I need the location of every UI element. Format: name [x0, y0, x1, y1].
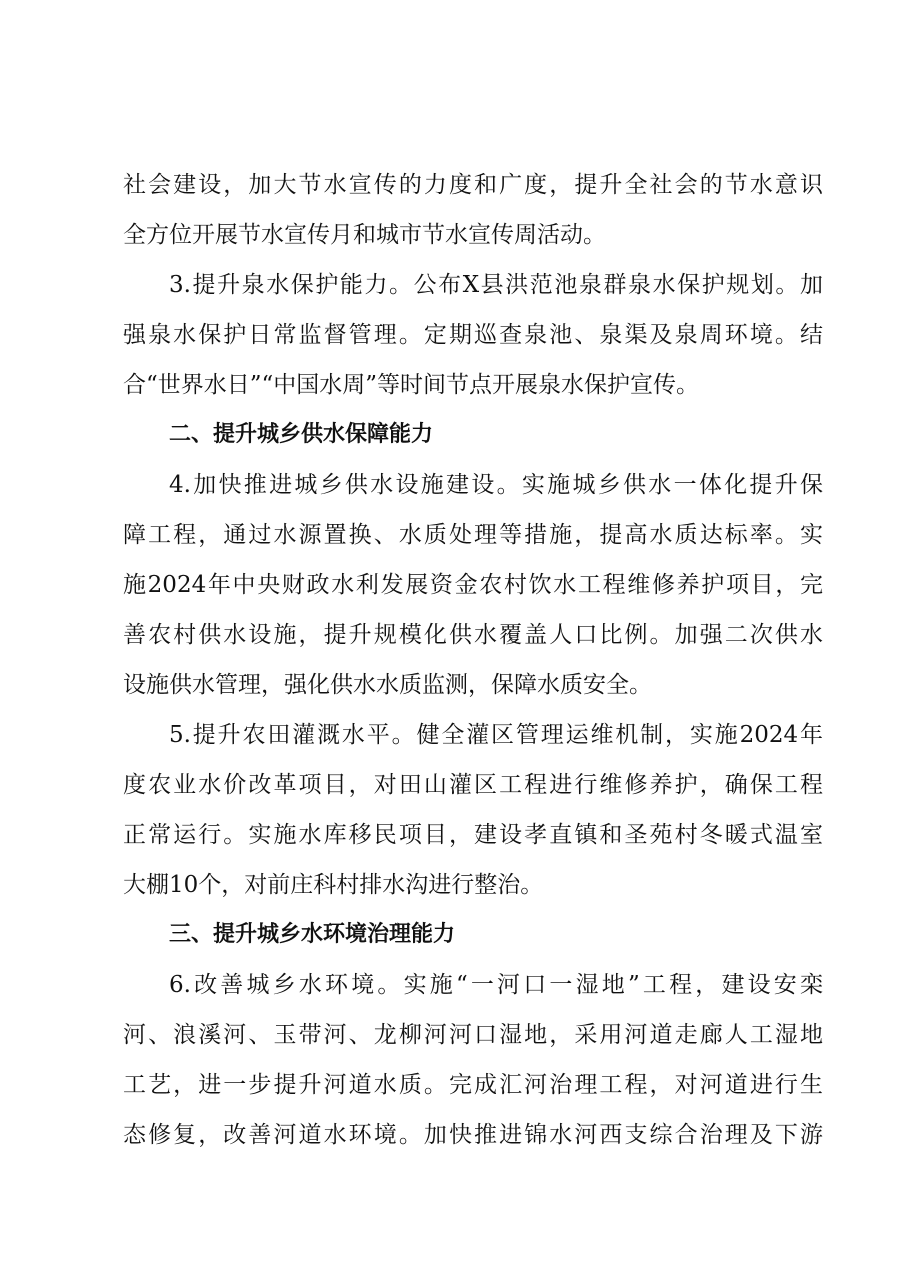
paragraph-line: 社会建设，加大节水宣传的力度和广度，提升全社会的节水意识: [123, 172, 823, 198]
paragraph-line: 度农业水价改革项目，对田山灌区工程进行维修养护，确保工程: [123, 772, 823, 798]
paragraph-line: 正常运行。实施水库移民项目，建设孝直镇和圣苑村冬暖式温室: [123, 822, 823, 848]
section-heading: 三、提升城乡水环境治理能力: [169, 922, 456, 947]
paragraph-line: 河、浪溪河、玉带河、龙柳河河口湿地，采用河道走廊人工湿地: [123, 1022, 823, 1048]
paragraph-line: 大棚10个，对前庄科村排水沟进行整治。: [123, 872, 544, 898]
paragraph-line: 全方位开展节水宣传月和城市节水宣传周活动。: [123, 222, 606, 248]
document-body: [123, 160, 823, 1160]
paragraph-line: 4.加快推进城乡供水设施建设。实施城乡供水一体化提升保: [169, 472, 823, 498]
paragraph-line: 强泉水保护日常监督管理。定期巡查泉池、泉渠及泉周环境。结: [123, 322, 823, 348]
paragraph-line: 施2024年中央财政水利发展资金农村饮水工程维修养护项目，完: [123, 572, 823, 598]
paragraph-line: 工艺，进一步提升河道水质。完成汇河治理工程，对河道进行生: [123, 1072, 823, 1098]
paragraph-line: 善农村供水设施，提升规模化供水覆盖人口比例。加强二次供水: [123, 622, 823, 648]
paragraph-line: 障工程，通过水源置换、水质处理等措施，提高水质达标率。实: [123, 522, 823, 548]
paragraph-line: 合“世界水日”“中国水周”等时间节点开展泉水保护宣传。: [123, 372, 700, 398]
paragraph-line: 5.提升农田灌溉水平。健全灌区管理运维机制，实施2024年: [169, 722, 823, 748]
paragraph-line: 3.提升泉水保护能力。公布X县洪范池泉群泉水保护规划。加: [169, 272, 823, 298]
paragraph-line: 态修复，改善河道水环境。加快推进锦水河西支综合治理及下游: [123, 1122, 823, 1148]
section-heading: 二、提升城乡供水保障能力: [169, 422, 434, 447]
paragraph-line: 设施供水管理，强化供水水质监测，保障水质安全。: [123, 672, 652, 698]
paragraph-line: 6.改善城乡水环境。实施“一河口一湿地”工程，建设安栾: [169, 972, 823, 998]
